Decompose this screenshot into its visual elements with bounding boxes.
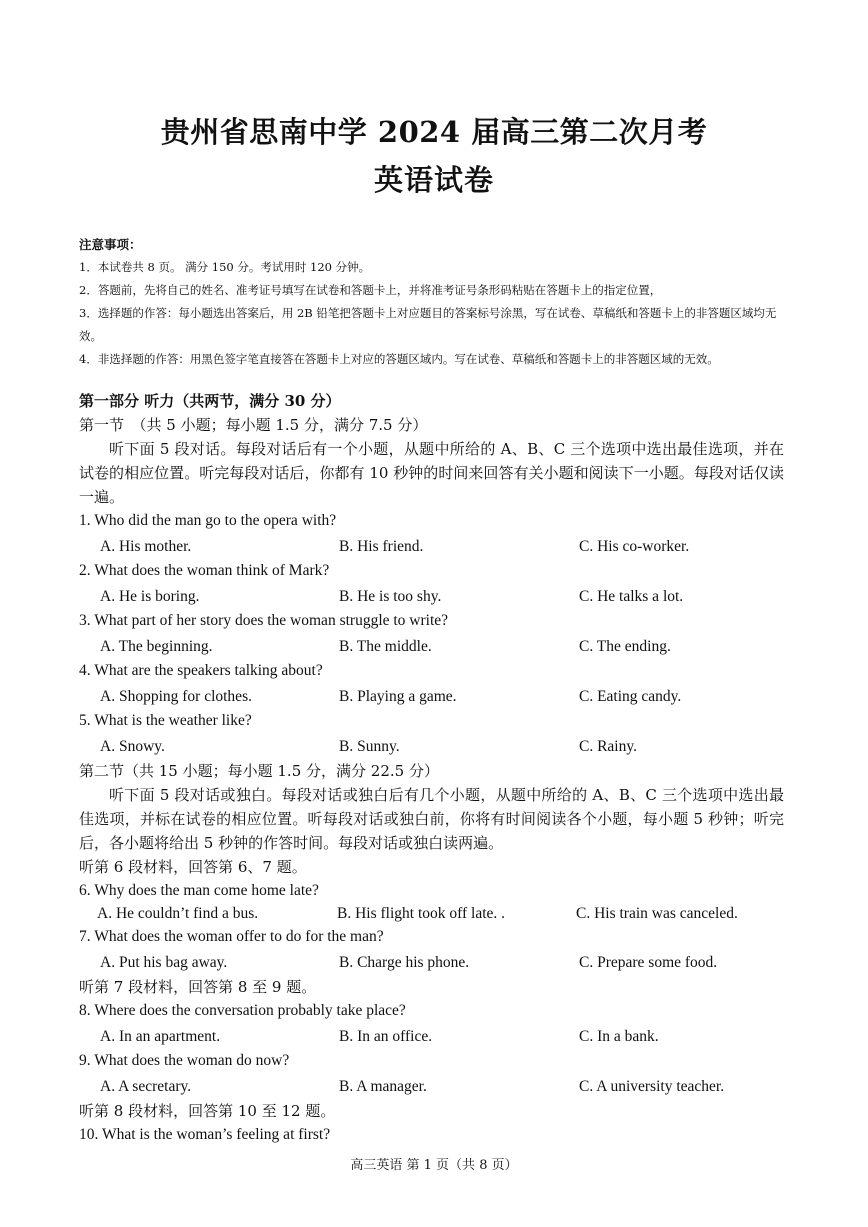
option-c: C. In a bank. xyxy=(579,1028,659,1045)
question-options xyxy=(79,734,784,759)
option-b: B. He is too shy. xyxy=(339,588,442,605)
material-note: 听第 8 段材料，回答第 10 至 12 题。 xyxy=(79,1102,336,1120)
material-note: 听第 6 段材料，回答第 6、7 题。 xyxy=(79,858,307,876)
option-c: C. A university teacher. xyxy=(579,1078,725,1095)
option-a: A. Put his bag away. xyxy=(100,954,228,971)
question-options xyxy=(79,1074,784,1099)
question-stem: 3. What part of her story does the woman struggle to write? xyxy=(79,612,449,629)
question-stem: 10. What is the woman’s feeling at first? xyxy=(79,1126,331,1143)
question-stem: 4. What are the speakers talking about? xyxy=(79,662,323,679)
question-stem: 2. What does the woman think of Mark? xyxy=(79,562,330,579)
listening-part xyxy=(79,389,784,1147)
question-stem: 7. What does the woman offer to do for the man? xyxy=(79,928,384,945)
note-item: 1．本试卷共 8 页。 满分 150 分。考试用时 120 分钟。 xyxy=(79,260,371,274)
option-c: C. The ending. xyxy=(579,638,671,655)
option-a: A. In an apartment. xyxy=(100,1028,221,1045)
question-options xyxy=(79,584,784,609)
option-a: A. A secretary. xyxy=(100,1078,192,1095)
option-b: B. His friend. xyxy=(339,538,424,555)
question-options xyxy=(79,1024,784,1049)
question-stem: 1. Who did the man go to the opera with? xyxy=(79,512,337,529)
option-a: A. His mother. xyxy=(100,538,192,555)
option-b: B. Playing a game. xyxy=(339,688,457,705)
option-b: B. Sunny. xyxy=(339,738,400,755)
option-b: B. A manager. xyxy=(339,1078,427,1095)
material-note: 听第 7 段材料，回答第 8 至 9 题。 xyxy=(79,978,317,996)
option-a: A. The beginning. xyxy=(100,638,213,655)
option-c: C. Rainy. xyxy=(579,738,637,755)
option-c: C. Eating candy. xyxy=(579,688,682,705)
notes-heading: 注意事项： xyxy=(79,237,142,252)
option-c: C. He talks a lot. xyxy=(579,588,684,605)
section2-instructions: 听下面 5 段对话或独白。每段对话或独白后有几个小题，从题中所给的 A、B、C 三个选项中选出最佳选项，并标在试卷的相应位置。听每段对话或独白前，你将有时间阅读各个小题，每小题 5 秒钟；听完后，各小题将给出 5 秒钟的作答时间。每段对话或独白读两遍。 xyxy=(79,786,784,852)
note-item: 2．答题前，先将自己的姓名、准考证号填写在试卷和答题卡上，并将准考证号条形码粘贴在答题卡上的指定位置， xyxy=(79,283,662,297)
question-options xyxy=(79,634,784,659)
question-stem: 9. What does the woman do now? xyxy=(79,1052,290,1069)
option-a: A. Snowy. xyxy=(100,738,165,755)
note-item: 4．非选择题的作答：用黑色签字笔直接答在答题卡上对应的答题区域内。写在试卷、草稿纸和答题卡上的非答题区域的无效。 xyxy=(79,352,719,366)
option-b: B. His flight took off late. . xyxy=(337,905,506,922)
question-options xyxy=(79,903,784,925)
part1-heading: 第一部分 听力（共两节，满分 30 分） xyxy=(79,392,341,410)
section2-heading: 第二节（共 15 小题；每小题 1.5 分，满分 22.5 分） xyxy=(79,762,439,780)
option-a: A. He couldn’t find a bus. xyxy=(97,905,259,922)
exam-subtitle: 英语试卷 xyxy=(373,163,494,197)
question-options xyxy=(79,534,784,559)
question-stem: 8. Where does the conversation probably take place? xyxy=(79,1002,406,1019)
question-options xyxy=(79,684,784,709)
option-b: B. In an office. xyxy=(339,1028,433,1045)
section1-heading: 第一节 （共 5 小题；每小题 1.5 分，满分 7.5 分） xyxy=(79,416,428,434)
section1-instructions: 听下面 5 段对话。每段对话后有一个小题，从题中所给的 A、B、C 三个选项中选出最佳选项，并在试卷的相应位置。听完每段对话后，你都有 10 秒钟的时间来回答有关小题和阅读下一小题。每段对话仅读一遍。 xyxy=(79,440,784,506)
question-options xyxy=(79,950,784,975)
note-item: 3．选择题的作答：每小题选出答案后，用 2B 铅笔把答题卡上对应题目的答案标号涂黑，写在试卷、草稿纸和答题卡上的非答题区域均无效。 xyxy=(79,306,777,343)
option-c: C. His co-worker. xyxy=(579,538,690,555)
question-stem: 5. What is the weather like? xyxy=(79,712,252,729)
option-b: B. The middle. xyxy=(339,638,432,655)
option-c: C. Prepare some food. xyxy=(579,954,718,971)
notes-section xyxy=(79,233,784,371)
page-footer: 高三英语 第 1 页（共 8 页） xyxy=(350,1158,518,1173)
question-stem: 6. Why does the man come home late? xyxy=(79,882,319,899)
exam-title: 贵州省思南中学 2024 届高三第二次月考 xyxy=(160,115,708,149)
option-a: A. Shopping for clothes. xyxy=(100,688,252,705)
option-b: B. Charge his phone. xyxy=(339,954,470,971)
option-a: A. He is boring. xyxy=(100,588,200,605)
option-c: C. His train was canceled. xyxy=(576,905,738,922)
